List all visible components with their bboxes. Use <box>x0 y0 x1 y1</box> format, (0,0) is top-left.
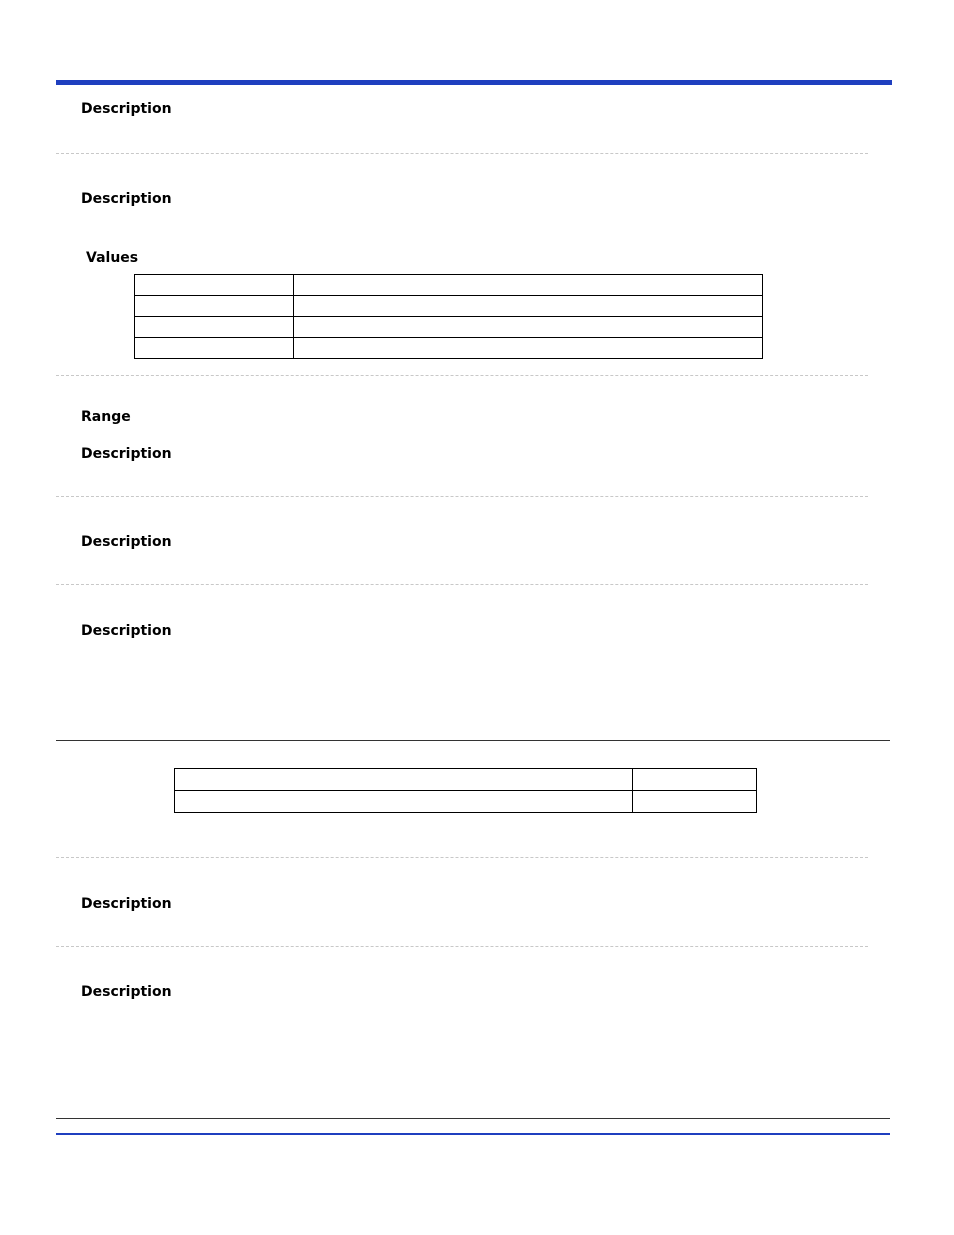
section-divider <box>56 496 868 497</box>
table-cell <box>633 791 757 813</box>
table-cell <box>294 275 763 296</box>
table-cell <box>135 317 294 338</box>
table-cell <box>135 338 294 359</box>
section-label-description-2: Description <box>81 191 172 207</box>
section-divider <box>56 584 868 585</box>
section-label-description-4: Description <box>81 534 172 550</box>
section-label-description-3: Description <box>81 446 172 462</box>
section-rule <box>56 740 890 741</box>
table-cell <box>135 275 294 296</box>
values-table <box>134 274 763 359</box>
table-cell <box>175 769 633 791</box>
section-divider <box>56 375 868 376</box>
section-label-description-6: Description <box>81 896 172 912</box>
table-row <box>135 296 763 317</box>
spec-table <box>174 768 757 813</box>
table-row <box>135 317 763 338</box>
section-label-range: Range <box>81 409 131 425</box>
table-cell <box>633 769 757 791</box>
table-cell <box>135 296 294 317</box>
footer-rule <box>56 1133 890 1135</box>
table-row <box>175 769 757 791</box>
table-row <box>135 275 763 296</box>
table-cell <box>175 791 633 813</box>
table-row <box>135 338 763 359</box>
section-divider <box>56 946 868 947</box>
section-label-description-5: Description <box>81 623 172 639</box>
section-label-description-7: Description <box>81 984 172 1000</box>
table-cell <box>294 338 763 359</box>
table-cell <box>294 296 763 317</box>
footer-rule-thin <box>56 1118 890 1119</box>
section-divider <box>56 857 868 858</box>
table-row <box>175 791 757 813</box>
section-label-values: Values <box>86 250 139 266</box>
section-divider <box>56 153 868 154</box>
section-label-description-1: Description <box>81 101 172 117</box>
header-rule <box>56 80 892 85</box>
table-cell <box>294 317 763 338</box>
